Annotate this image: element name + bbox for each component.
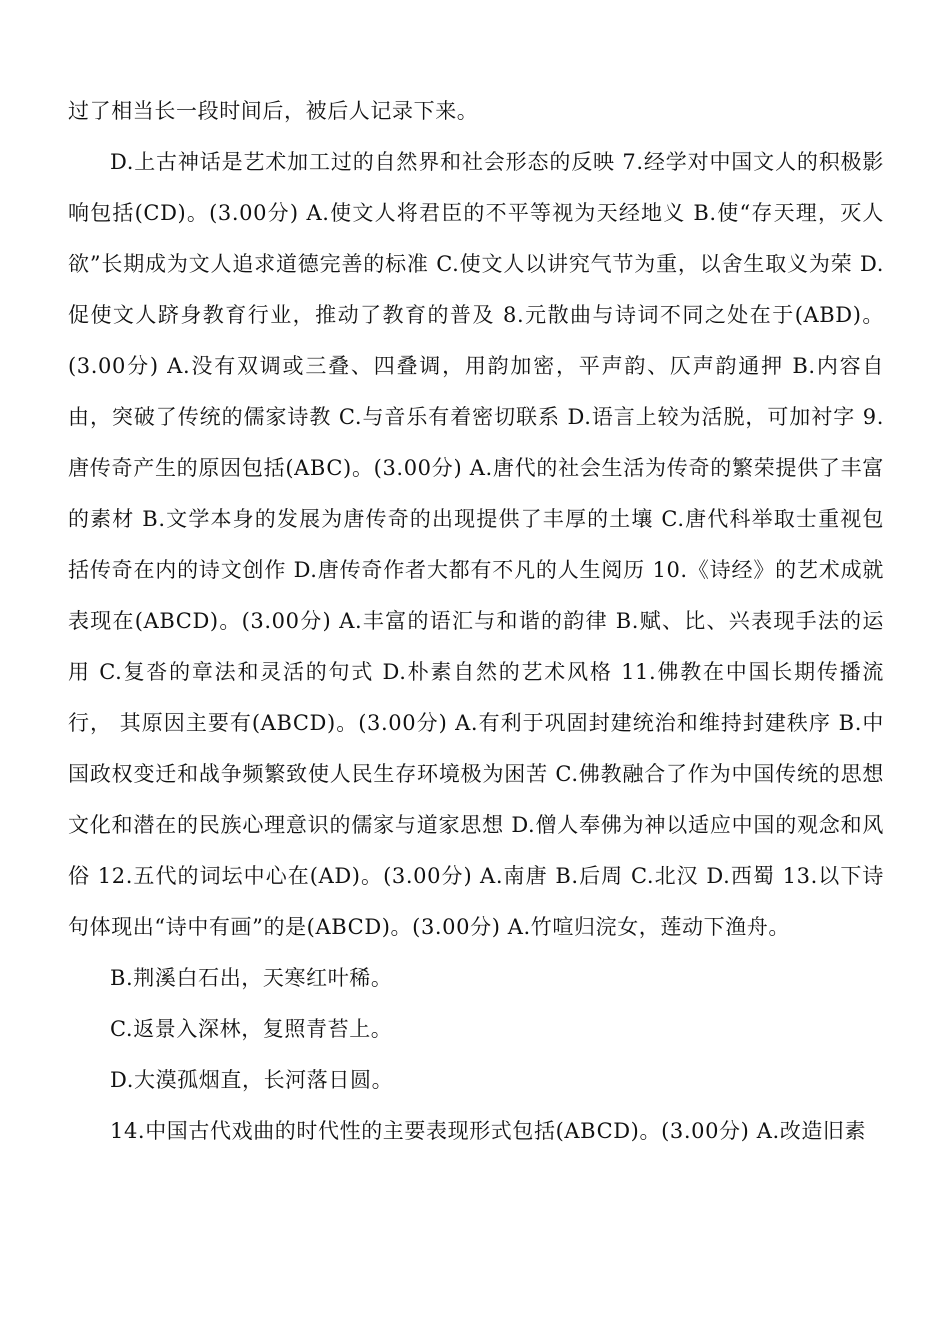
document-body [68,86,884,1157]
paragraph-4: C.返景入深林，复照青苔上。 [110,1017,393,1041]
paragraph-1: 过了相当长一段时间后，被后人记录下来。 [68,99,479,123]
paragraph-3: B.荆溪白石出，天寒红叶稀。 [110,966,393,990]
paragraph-5: D.大漠孤烟直，长河落日圆。 [110,1068,394,1092]
paragraph-2: D.上古神话是艺术加工过的自然界和社会形态的反映 7.经学对中国文人的积极影响包括(CD)。(3.00分) A.使文人将君臣的不平等视为天经地义 B.使“存天理，灭人欲”长期成为文人追求道德完善的标准 C.使文人以讲究气节为重，以舍生取义为荣 D.促使文人跻身教育行业，推动了教育的普及 8.元散曲与诗词不同之处在于(ABD)。(3.00分) A.没有双调或三叠、四叠调，用韵加密，平声韵、仄声韵通押 B.内容自由，突破了传统的儒家诗教 C.与音乐有着密切联系 D.语言上较为活脱，可加衬字 9.唐传奇产生的原因包括(ABC)。(3.00分) A.唐代的社会生活为传奇的繁荣提供了丰富的素材 B.文学本身的发展为唐传奇的出现提供了丰厚的土壤 C.唐代科举取士重视包括传奇在内的诗文创作 D.唐传奇作者大都有不凡的人生阅历 10.《诗经》的艺术成就表现在(ABCD)。(3.00分) A.丰富的语汇与和谐的韵律 B.赋、比、兴表现手法的运用 C.复沓的章法和灵活的句式 D.朴素自然的艺术风格 11.佛教在中国长期传播流行， 其原因主要有(ABCD)。(3.00分) A.有利于巩固封建统治和维持封建秩序 B.中国政权变迁和战争频繁致使人民生存环境极为困苦 C.佛教融合了作为中国传统的思想文化和潜在的民族心理意识的儒家与道家思想 D.僧人奉佛为神以适应中国的观念和风俗 12.五代的词坛中心在(AD)。(3.00分) A.南唐 B.后周 C.北汉 D.西蜀 13.以下诗句体现出“诗中有画”的是(ABCD)。(3.00分) A.竹喧归浣女，莲动下渔舟。 [68,150,884,939]
paragraph-6: 14.中国古代戏曲的时代性的主要表现形式包括(ABCD)。(3.00分) A.改造旧素 [110,1119,867,1143]
